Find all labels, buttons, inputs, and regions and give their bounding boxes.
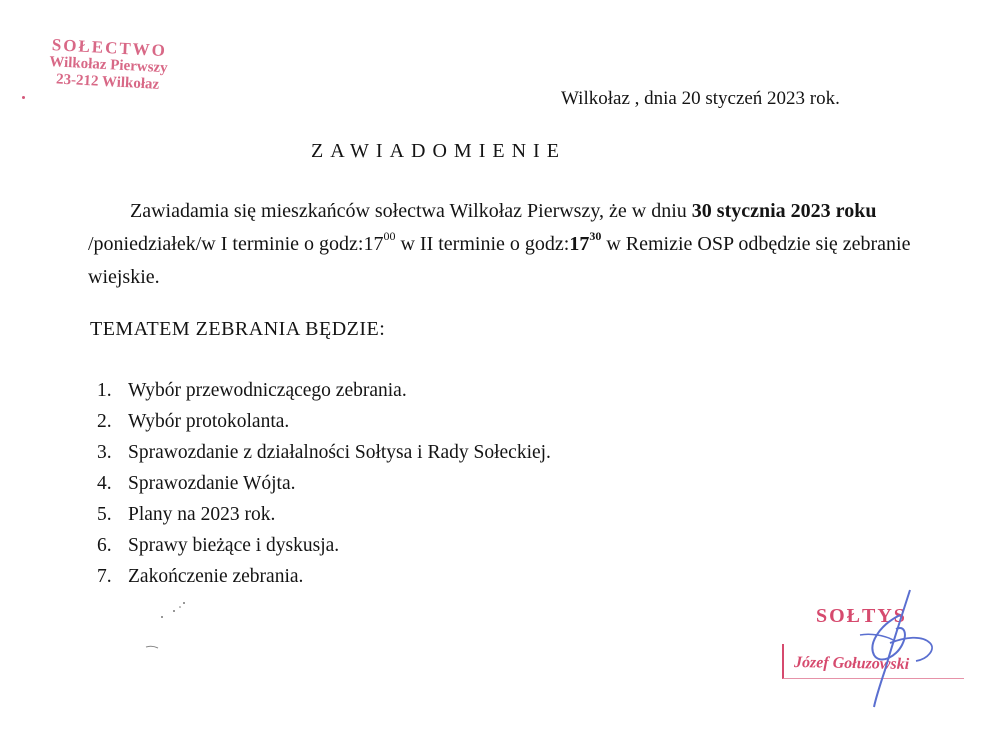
notice-text-1: Zawiadamia się mieszkańców sołectwa Wilkołaz Pierwszy, że w dniu [130,200,692,222]
second-term-hour: 17 [569,233,590,255]
agenda-item [97,375,551,406]
notice-text-3: w II terminie o godz: [395,233,570,255]
place-and-date: Wilkołaz , dnia 20 styczeń 2023 rok. [561,88,840,109]
stamp-role: SOŁTYS [816,605,907,627]
village-office-stamp [27,34,190,95]
agenda-item-number: 6. [97,535,112,556]
notice-text-4: w Remizie OSP odbędzie się zebranie wiejskie. [88,233,911,288]
agenda-item-text: Plany na 2023 rok. [128,504,276,525]
agenda-item-text: Zakończenie zebrania. [128,566,304,587]
agenda-item-number: 1. [97,380,112,401]
stamp-line-1: SOŁECTWO [51,35,168,61]
stamp-line-2: Wilkołaz Pierwszy [48,54,169,77]
agenda-item-number: 5. [97,504,112,525]
notice-text-2: /poniedziałek/w I terminie o godz:17 [88,233,384,255]
agenda-item [97,561,551,592]
agenda-item-text: Wybór protokolanta. [128,411,290,432]
handwritten-signature [830,585,940,715]
first-term-minutes: 00 [383,229,396,244]
agenda-item [97,499,551,530]
agenda-item-number: 4. [97,473,112,494]
agenda-item-text: Sprawozdanie z działalności Sołtysa i Rady Sołeckiej. [128,442,551,463]
agenda-item-text: Wybór przewodniczącego zebrania. [128,380,407,401]
stamp-line-3: 23-212 Wilkołaz [55,71,160,93]
agenda-item-number: 2. [97,411,112,432]
notice-paragraph [88,195,918,294]
agenda-item-text: Sprawozdanie Wójta. [128,473,296,494]
agenda-heading: TEMATEM ZEBRANIA BĘDZIE: [90,318,386,340]
agenda-item [97,406,551,437]
agenda-item [97,530,551,561]
scan-specks [140,595,200,665]
agenda-item [97,468,551,499]
agenda-item [97,437,551,468]
agenda-item-text: Sprawy bieżące i dyskusja. [128,535,340,556]
agenda-item-number: 7. [97,566,112,587]
agenda-list [97,375,551,592]
agenda-item-number: 3. [97,442,112,463]
stamp-name: Józef Gołuzowski [793,653,910,674]
document-title: ZAWIADOMIENIE [311,140,566,162]
meeting-date: 30 stycznia 2023 roku [691,200,877,222]
second-term-minutes: 30 [589,229,602,244]
stamp-ink-dot [22,96,25,99]
